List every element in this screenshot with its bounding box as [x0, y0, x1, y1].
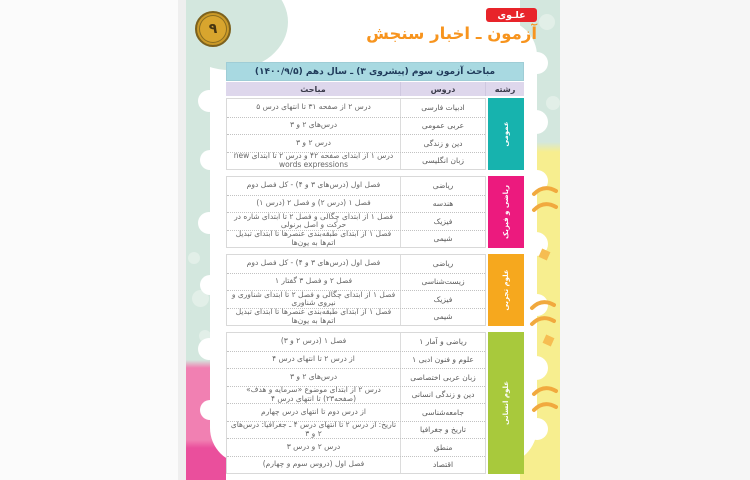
- topics-cell: فصل ۱ از ابتدای چگالی و فصل ۲ تا ابتدای شناوری و نیروی شناوری: [231, 289, 396, 308]
- table-row: [227, 99, 485, 117]
- wave-bump: [526, 52, 548, 74]
- wave-bump: [524, 356, 548, 380]
- lesson-cell: منطق: [400, 439, 485, 456]
- topics-cell: درس ۱ از ابتدای صفحه ۴۲ و درس ۲ تا ابتدای new words expressions: [233, 151, 394, 169]
- column-header-lesson: دروس: [400, 82, 486, 96]
- wave-bump: [200, 400, 220, 420]
- polka-dot: [188, 252, 200, 264]
- wave-bump: [198, 338, 220, 360]
- track-label-text: ریاضی و فیزیک: [502, 185, 510, 239]
- topics-cell: فصل اول (درس‌های ۳ و ۴) - کل فصل دوم: [246, 180, 381, 190]
- table-row: [227, 438, 485, 456]
- lesson-cell: ریاضی و آمار ۱: [400, 333, 485, 351]
- topics-cell: فصل ۲ و فصل ۳ گفتار ۱: [274, 276, 353, 286]
- squiggle-decoration: [528, 296, 556, 334]
- table-row: [227, 333, 485, 351]
- squiggle-decoration: [530, 182, 558, 220]
- column-header-field: رشته: [494, 84, 516, 94]
- lesson-cell: زبان عربی اختصاصی: [400, 369, 485, 386]
- polka-dot: [539, 14, 555, 30]
- table-section: [226, 254, 524, 326]
- table-sections: [226, 98, 524, 474]
- squiggle-decoration: [530, 382, 558, 420]
- table-row: [227, 230, 485, 248]
- section-rows: [226, 176, 486, 248]
- table-header-row: [226, 82, 524, 96]
- topics-cell: درس‌های ۲ و ۳: [289, 120, 338, 130]
- section-track-label: [488, 332, 524, 474]
- table-row: [227, 255, 485, 273]
- lesson-cell: زیست‌شناسی: [400, 274, 485, 291]
- page-shadow: [178, 0, 186, 480]
- topics-cell: از درس دوم تا انتهای درس چهارم: [261, 406, 366, 416]
- topics-cell: فصل اول (درس‌های ۳ و ۴) - کل فصل دوم: [246, 258, 381, 268]
- lesson-cell: ادبیات فارسی: [400, 99, 485, 117]
- topics-cell: فصل ۱ از ابتدای طبقه‌بندی عنصرها تا ابتدای تبدیل اتم‌ها به یون‌ها: [235, 229, 392, 247]
- wave-bump: [198, 212, 220, 234]
- alavi-logo-badge: علـوی: [486, 8, 537, 22]
- table-row: [227, 177, 485, 195]
- lesson-cell: فیزیک: [400, 291, 485, 308]
- section-track-label: [488, 98, 524, 170]
- track-label-text: عمومی: [502, 121, 510, 147]
- table-row: [227, 308, 485, 326]
- topics-cell: فصل ۱ از ابتدای چگالی و فصل ۲ تا ابتدای شاره در حرکت و اصل برنولی: [234, 211, 393, 230]
- table-row: [227, 456, 485, 474]
- lesson-cell: اقتصاد: [400, 457, 485, 474]
- table-row: [227, 152, 485, 170]
- section-rows: [226, 254, 486, 326]
- wave-bump: [200, 150, 220, 170]
- page-number-badge: [195, 11, 231, 47]
- table-row: [227, 351, 485, 369]
- table-row: [227, 368, 485, 386]
- page-title: آزمون ـ اخبار سنجش: [366, 24, 537, 43]
- column-header-topics: مباحث: [300, 84, 326, 94]
- section-track-label: [488, 176, 524, 248]
- wave-bump: [524, 110, 548, 134]
- exam-syllabus-table: [226, 62, 524, 474]
- table-row: [227, 290, 485, 308]
- topics-cell: فصل اول (دروس سوم و چهارم): [262, 459, 365, 469]
- lesson-cell: شیمی: [400, 231, 485, 248]
- left-margin: [0, 0, 178, 480]
- lesson-cell: دین و زندگی انسانی: [400, 387, 485, 404]
- topics-cell: فصل ۱ (درس ۲ و ۳): [280, 336, 347, 346]
- lesson-cell: عربی عمومی: [400, 118, 485, 135]
- lesson-cell: زبان انگلیسی: [400, 153, 485, 170]
- table-section: [226, 98, 524, 170]
- topics-cell: درس‌های ۲ و ۳: [289, 371, 338, 381]
- topics-cell: فصل ۱ از ابتدای طبقه‌بندی عنصرها تا ابتدای تبدیل اتم‌ها به یون‌ها: [235, 307, 392, 325]
- lesson-cell: ریاضی: [400, 177, 485, 195]
- table-title: مباحث آزمون سوم (پیشروی ۳) ـ سال دهم (۱۴۰۰/۹/۵): [226, 62, 524, 81]
- table-section: [226, 332, 524, 474]
- topics-cell: درس ۲ و ۳: [296, 137, 331, 147]
- table-row: [227, 273, 485, 291]
- table-row: [227, 403, 485, 421]
- wave-bump: [198, 90, 220, 112]
- wave-bump: [200, 275, 220, 295]
- table-row: [227, 386, 485, 404]
- lesson-cell: علوم و فنون ادبی ۱: [400, 352, 485, 369]
- table-row: [227, 421, 485, 439]
- lesson-cell: تاریخ و جغرافیا: [400, 422, 485, 439]
- section-rows: [226, 332, 486, 474]
- page-number: ۹: [208, 21, 218, 37]
- topics-cell: درس ۲ و درس ۳: [286, 441, 341, 451]
- topics-cell: درس ۲ از صفحه ۳۱ تا انتهای درس ۵: [256, 102, 371, 112]
- topics-cell: از درس ۲ تا انتهای درس ۴: [272, 354, 355, 364]
- lesson-cell: جامعه‌شناسی: [400, 404, 485, 421]
- topics-cell: درس ۲ از ابتدای موضوع «سرمایه و هدف» (صفحه۲۳) تا انتهای درس ۴: [246, 385, 381, 403]
- topics-cell: تاریخ: از درس ۲ تا انتهای درس ۴ ـ جغرافیا: درس‌های ۲ و ۳: [230, 420, 397, 438]
- lesson-cell: ریاضی: [400, 255, 485, 273]
- section-track-label: [488, 254, 524, 326]
- polka-dot: [546, 96, 560, 110]
- wave-bump: [526, 418, 548, 440]
- document-page: [186, 0, 560, 480]
- topics-cell: فصل ۱ (درس ۲) و فصل ۲ (درس ۱): [256, 198, 371, 208]
- track-label-text: علوم تجربی: [502, 269, 510, 311]
- lesson-cell: هندسه: [400, 196, 485, 213]
- lesson-cell: فیزیک: [400, 213, 485, 230]
- lesson-cell: شیمی: [400, 309, 485, 326]
- table-row: [227, 212, 485, 230]
- table-row: [227, 195, 485, 213]
- lesson-cell: دین و زندگی: [400, 135, 485, 152]
- table-row: [227, 134, 485, 152]
- table-row: [227, 117, 485, 135]
- table-section: [226, 176, 524, 248]
- track-label-text: علوم انسانی: [502, 380, 510, 426]
- section-rows: [226, 98, 486, 170]
